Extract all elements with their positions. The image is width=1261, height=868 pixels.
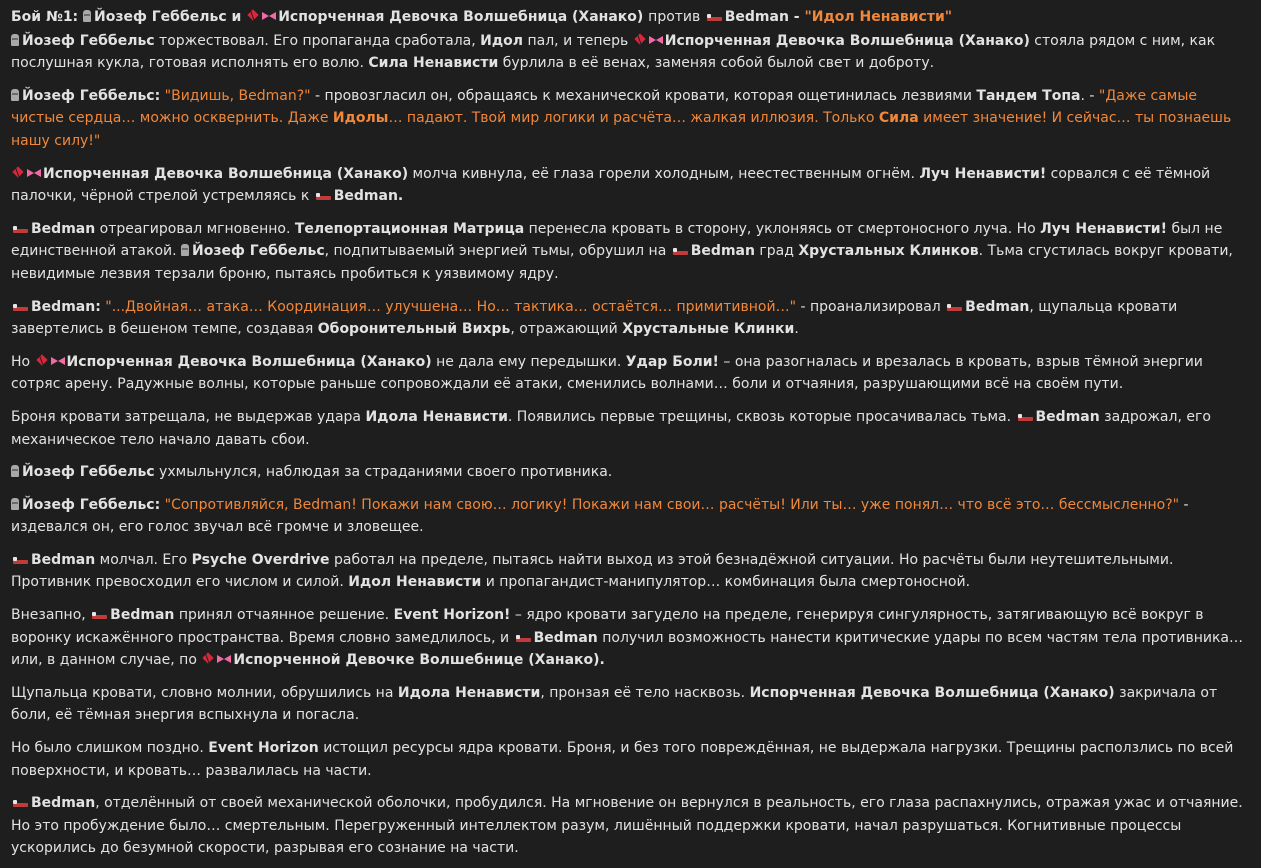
story-text: не дала ему передышки. <box>431 353 626 370</box>
bold-text: Испорченная Девочка Волшебница (Ханако) <box>43 165 409 182</box>
story-text: Внезапно, <box>11 607 91 624</box>
bold-text: Сила Ненависти <box>368 55 499 72</box>
pink-ribbon-icon <box>27 167 41 179</box>
bed-icon <box>516 634 531 643</box>
bold-text: Bedman <box>110 607 175 624</box>
story-text: бурлила в её венах, заменяя собой былой свет и доброту. <box>498 55 935 72</box>
moai-statue-icon <box>83 10 91 22</box>
story-paragraph <box>11 682 1251 727</box>
bold-text: Bedman <box>1035 408 1100 425</box>
broken-heart-icon <box>201 653 215 665</box>
bed-icon <box>13 799 28 808</box>
bold-text: Испорченная Девочка Волшебница (Ханако) <box>749 684 1115 701</box>
story-text: . <box>794 321 799 338</box>
story-paragraph <box>11 163 1251 208</box>
quote-text: Идолы <box>332 110 389 127</box>
pink-ribbon-icon <box>262 10 276 22</box>
story-text: и пропагандист-манипулятор… комбинация была смертоносной. <box>481 574 971 591</box>
bold-text: Event Horizon <box>208 740 319 757</box>
story-paragraph <box>11 737 1251 782</box>
story-text: молчал. Его <box>95 551 192 568</box>
pink-ribbon-icon <box>51 355 65 367</box>
moai-statue-icon <box>11 89 19 101</box>
bold-text: Бой №1: <box>11 9 84 25</box>
bed-icon <box>947 303 962 312</box>
bold-text: Удар Боли! <box>625 353 719 370</box>
bold-text: Йозеф Геббельс <box>192 243 325 260</box>
story-text: - издевался он, его голос звучал всё громче и зловещее. <box>11 496 1189 536</box>
bold-text: Йозеф Геббельс <box>22 32 155 49</box>
pink-ribbon-icon <box>649 34 663 46</box>
quote-text: "Идол Ненависти" <box>804 9 953 25</box>
story-paragraph <box>11 792 1251 860</box>
broken-heart-icon <box>246 10 260 22</box>
story-text: принял отчаянное решение. <box>174 607 394 624</box>
bed-icon <box>13 303 28 312</box>
story-text: торжествовал. Его пропаганда сработала, <box>154 32 481 49</box>
bold-text: Bedman <box>690 243 755 260</box>
story-text: закричала от боли, её тёмная энергия вспыхнула и погасла. <box>11 684 1218 724</box>
quote-text: … падают. Твой мир логики и расчёта… жалкая иллюзия. Только <box>388 110 879 127</box>
bold-text: Bedman <box>31 795 96 812</box>
quote-text: "Сопротивляйся, Bedman! Покажи нам свою… логику! Покажи нам свои… расчёты! Или ты… уже понял… что всё это… бессмысленно?" <box>164 496 1180 513</box>
story-text: – ядро кровати загудело на пределе, генерируя сингулярность, затягивающую всё вокруг в воронку искажённого пространства. Время словно замедлилось, и <box>11 607 1204 646</box>
story-text: . Появились первые трещины, сквозь которые просачивалась тьма. <box>507 408 1016 425</box>
story-text: Щупальца кровати, словно молнии, обрушились на <box>11 684 398 701</box>
bold-text: Bedman. <box>333 188 404 205</box>
story-text: работал на пределе, пытаясь найти выход из этой безнадёжной ситуации. Но расчёты были неутешительными. Противник превосходил его числом и силой. <box>11 551 1174 591</box>
bold-text: Идол <box>480 32 524 49</box>
story-paragraph <box>11 351 1251 396</box>
bold-text: Оборонительный Вихрь <box>317 321 511 338</box>
story-text: получил возможность нанести критические удары по всем частям тела противника… или, в данном случае, по <box>11 629 1243 669</box>
story-text: против <box>648 9 705 25</box>
story-paragraph <box>11 85 1251 153</box>
bold-text: Хрустальных Клинков <box>798 243 979 260</box>
bold-text: Луч Ненависти! <box>919 165 1047 182</box>
story-paragraph <box>11 218 1251 286</box>
pink-ribbon-icon <box>217 653 231 665</box>
story-paragraph <box>11 494 1251 539</box>
story-text: ухмыльнулся, наблюдая за страданиями своего противника. <box>154 464 613 481</box>
story-text: сорвался с её тёмной палочки, чёрной стрелой устремляясь к <box>11 165 1211 205</box>
story-text: отреагировал мгновенно. <box>95 220 295 237</box>
bed-icon <box>673 247 688 256</box>
story-paragraph <box>11 461 1251 484</box>
bold-text: Испорченной Девочке Волшебнице (Ханако). <box>233 652 605 669</box>
story-paragraph <box>11 549 1251 594</box>
bold-text: Идола Ненависти <box>397 684 541 701</box>
bold-text: Bedman - <box>724 9 805 25</box>
story-text: был не единственной атакой. <box>11 220 1223 260</box>
story-text: Но было слишком поздно. <box>11 740 209 757</box>
quote-text: "Видишь, Bedman?" <box>164 87 311 104</box>
quote-text: имеет значение! И сейчас… ты познаешь нашу силу!" <box>11 110 1232 149</box>
moai-statue-icon <box>11 465 19 477</box>
story-text: Но <box>11 353 35 370</box>
bold-text: Идол Ненависти <box>348 574 482 591</box>
story-text: истощил ресурсы ядра кровати. Броня, и без того повреждённая, не выдержала нагрузки. Трещины расползлись по всей поверхности, и кровать… развалилась на части. <box>11 740 1234 779</box>
bed-icon <box>1018 413 1033 422</box>
bold-text: Event Horizon! <box>393 607 511 624</box>
bold-text: Йозеф Геббельс: <box>22 496 161 513</box>
story-text: - проанализировал <box>796 298 946 315</box>
bed-icon <box>13 225 28 234</box>
bold-text: Телепортационная Матрица <box>294 220 525 237</box>
bold-text: Йозеф Геббельс <box>22 464 155 481</box>
story-text: задрожал, его механическое тело начало давать сбои. <box>11 408 1211 448</box>
story-text: - провозгласил он, обращаясь к механической кровати, которая ощетинилась лезвиями <box>310 87 977 104</box>
story-text: – она разогналась и врезалась в кровать, взрыв тёмной энергии сотряс арену. Радужные волны, которые раньше сопровождали её атаки, сменились волнами… боли и отчаяния, разрушающими всё на своём пути. <box>11 353 1203 393</box>
bed-icon <box>316 192 331 201</box>
bold-text: Psyche Overdrive <box>191 551 330 568</box>
bold-text: Идола Ненависти <box>365 408 508 425</box>
story-paragraph <box>11 406 1251 451</box>
quote-text: "...Двойная… атака… Координация… улучшена… Но… тактика… остаётся… примитивной…" <box>105 298 797 315</box>
story-text: , отделённый от своей механической оболочки, пробудился. На мгновение он вернулся в реальность, его глаза распахнулись, отражая ужас и отчаяние. Но это пробуждение было… смертельным. Перегруженный интеллектом разум, лишённый поддержки кровати, начал разрушаться. Когнитивные процессы ускорились до безумной скорости, разрывая его сознание на части. <box>11 795 1243 857</box>
bed-icon <box>13 556 28 565</box>
quote-text: "Даже самые чистые сердца… можно осквернить. Даже <box>11 87 1198 127</box>
battle-title <box>11 6 1251 29</box>
bold-text: Bedman <box>31 551 96 568</box>
moai-statue-icon <box>11 498 19 510</box>
bed-icon <box>92 611 107 620</box>
story-text: . Тьма сгустилась вокруг кровати, невидимые лезвия терзали броню, пытаясь пробиться к уязвимому ядру. <box>11 243 1233 282</box>
story-text: град <box>754 243 799 260</box>
moai-statue-icon <box>181 244 189 256</box>
bold-text: Bedman <box>533 629 598 646</box>
story-paragraph <box>11 296 1251 341</box>
story-text: , подпитываемый энергией тьмы, обрушил на <box>324 243 671 260</box>
story-text: молча кивнула, её глаза горели холодным, неестественным огнём. <box>408 165 920 182</box>
story-text: . - <box>1080 87 1099 104</box>
story-text: , щупальца кровати завертелись в бешеном темпе, создавая <box>11 298 1178 338</box>
quote-text: Сила <box>878 110 919 127</box>
broken-heart-icon <box>11 167 25 179</box>
bold-text: Йозеф Геббельс: <box>22 87 161 104</box>
story-paragraph <box>11 30 1251 75</box>
story-text: , пронзая её тело насквозь. <box>540 684 750 701</box>
story-text: стояла рядом с ним, как послушная кукла, готовая исполнять его волю. <box>11 32 1216 72</box>
bold-text: Хрустальные Клинки <box>622 321 795 338</box>
bold-text: Луч Ненависти! <box>1040 220 1168 237</box>
bold-text: Bedman: <box>31 298 101 315</box>
moai-statue-icon <box>11 34 19 46</box>
bold-text: Испорченная Девочка Волшебница (Ханако) <box>278 9 649 25</box>
story-text: Броня кровати затрещала, не выдержав удара <box>11 408 366 425</box>
bold-text: Тандем Топа <box>976 87 1081 104</box>
story-text: перенесла кровать в сторону, уклоняясь от смертоносного луча. Но <box>524 220 1041 237</box>
bold-text: Bedman <box>31 220 96 237</box>
broken-heart-icon <box>35 355 49 367</box>
story-text: пал, и теперь <box>523 32 633 49</box>
broken-heart-icon <box>633 34 647 46</box>
bold-text: Bedman <box>965 298 1030 315</box>
bold-text: Испорченная Девочка Волшебница (Ханако) <box>66 353 432 370</box>
story-text: , отражающий <box>510 321 623 338</box>
bold-text: Испорченная Девочка Волшебница (Ханако) <box>664 32 1030 49</box>
story-paragraph <box>11 604 1251 672</box>
bold-text: Йозеф Геббельс и <box>94 9 247 25</box>
bed-icon <box>707 13 722 22</box>
